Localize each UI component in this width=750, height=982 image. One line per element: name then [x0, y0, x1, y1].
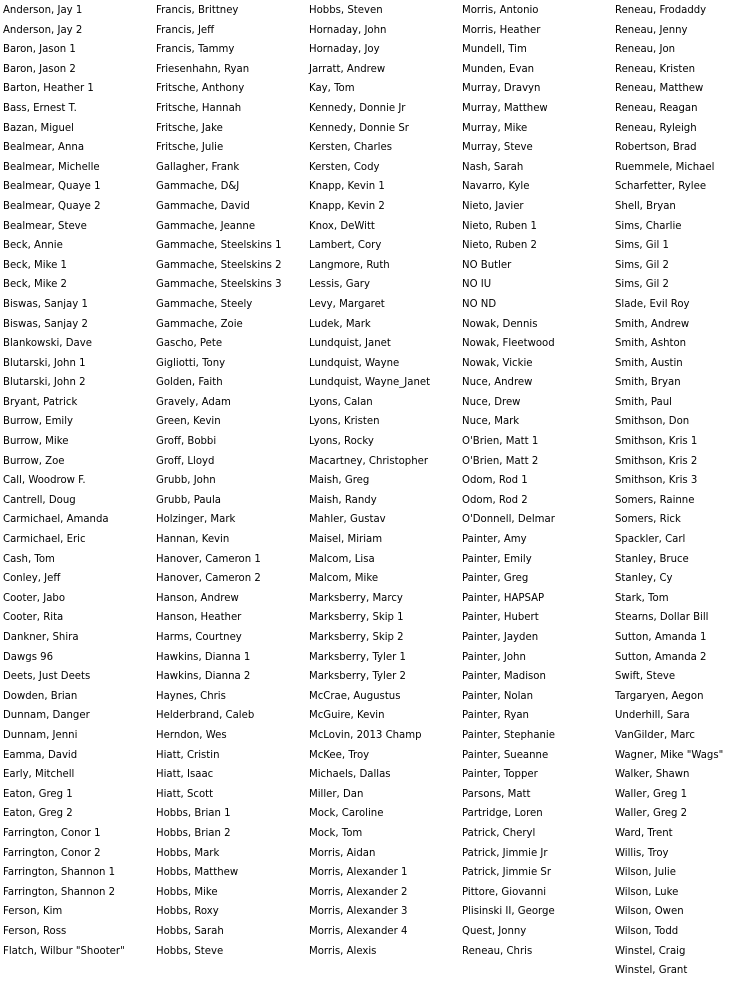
name-entry: Gammache, Jeanne — [156, 218, 256, 232]
name-entry: Fritsche, Anthony — [156, 81, 245, 95]
name-entry: Painter, Sueanne — [462, 747, 549, 761]
name-entry: Hanson, Andrew — [156, 590, 239, 604]
name-entry: Eaton, Greg 2 — [3, 806, 73, 820]
name-entry: Conley, Jeff — [3, 571, 61, 585]
name-entry: Spackler, Carl — [615, 532, 686, 546]
name-entry: O'Donnell, Delmar — [462, 512, 555, 526]
name-entry: Bealmear, Steve — [3, 218, 87, 232]
name-entry: Hobbs, Matthew — [156, 865, 239, 879]
name-entry: Gammache, Steelskins 3 — [156, 277, 282, 291]
name-entry: Wilson, Owen — [615, 904, 684, 918]
name-entry: Murray, Dravyn — [462, 81, 541, 95]
name-entry: Lyons, Calan — [309, 394, 373, 408]
name-entry: Underhill, Sara — [615, 708, 690, 722]
name-entry: Winstel, Craig — [615, 943, 686, 957]
name-entry: Painter, HAPSAP — [462, 590, 545, 604]
name-entry: Helderbrand, Caleb — [156, 708, 255, 722]
name-entry: Smithson, Kris 1 — [615, 434, 698, 448]
name-entry: Groff, Lloyd — [156, 453, 215, 467]
name-entry: Anderson, Jay 1 — [3, 3, 83, 16]
name-entry: Hiatt, Isaac — [156, 767, 214, 781]
name-entry: Morris, Alexander 2 — [309, 884, 408, 898]
name-entry: Willis, Troy — [615, 845, 669, 859]
name-entry: Baron, Jason 2 — [3, 61, 76, 75]
name-entry: Herndon, Wes — [156, 727, 227, 741]
name-entry: Partridge, Loren — [462, 806, 543, 820]
name-entry: Lundquist, Janet — [309, 336, 391, 350]
name-entry: Kennedy, Donnie Sr — [309, 120, 409, 134]
name-entry: Nowak, Fleetwood — [462, 336, 555, 350]
name-entry: Francis, Jeff — [156, 22, 215, 36]
name-entry: Smithson, Kris 3 — [615, 473, 698, 487]
name-entry: Painter, Amy — [462, 532, 527, 546]
name-entry: Hobbs, Brian 2 — [156, 825, 231, 839]
name-entry: Dunnam, Jenni — [3, 727, 78, 741]
name-entry: Morris, Aidan — [309, 845, 376, 859]
name-entry: Dawgs 96 — [3, 649, 54, 663]
name-entry: Hobbs, Steve — [156, 943, 224, 957]
name-entry: Waller, Greg 1 — [615, 786, 688, 800]
name-entry: Holzinger, Mark — [156, 512, 236, 526]
name-entry: Jarratt, Andrew — [309, 61, 386, 75]
name-entry: Knapp, Kevin 2 — [309, 198, 385, 212]
name-entry: Slade, Evil Roy — [615, 296, 690, 310]
name-entry: Nieto, Ruben 2 — [462, 238, 537, 252]
name-entry: Burrow, Mike — [3, 434, 69, 448]
name-entry: Stark, Tom — [615, 590, 669, 604]
name-entry: Wilson, Luke — [615, 884, 679, 898]
name-entry: Reneau, Frodaddy — [615, 3, 707, 16]
name-entry: Flatch, Wilbur "Shooter" — [3, 943, 125, 957]
name-entry: Early, Mitchell — [3, 767, 75, 781]
name-column-2 — [156, 0, 292, 960]
name-entry: Quest, Jonny — [462, 923, 527, 937]
name-entry: Marksberry, Tyler 2 — [309, 669, 406, 683]
name-entry: Anderson, Jay 2 — [3, 22, 83, 36]
name-entry: NO ND — [462, 296, 497, 310]
name-entry: Marksberry, Skip 1 — [309, 610, 404, 624]
name-entry: Robertson, Brad — [615, 140, 697, 154]
name-entry: Morris, Heather — [462, 22, 541, 36]
name-entry: Macartney, Christopher — [309, 453, 429, 467]
name-entry: Reneau, Chris — [462, 943, 533, 957]
name-entry: Gigliotti, Tony — [156, 355, 226, 369]
name-entry: Friesenhahn, Ryan — [156, 61, 250, 75]
name-entry: Marksberry, Skip 2 — [309, 630, 404, 643]
name-entry: Smith, Bryan — [615, 375, 681, 389]
name-entry: Morris, Alexander 4 — [309, 923, 408, 937]
name-entry: Waller, Greg 2 — [615, 806, 688, 820]
name-entry: Painter, John — [462, 649, 526, 663]
name-entry: Blutarski, John 2 — [3, 375, 86, 389]
name-entry: Wilson, Todd — [615, 923, 679, 937]
name-entry: Mock, Caroline — [309, 806, 384, 820]
name-entry: Farrington, Shannon 2 — [3, 884, 116, 898]
name-entry: Lessis, Gary — [309, 277, 370, 291]
name-column-3 — [309, 0, 441, 960]
name-entry: Painter, Hubert — [462, 610, 539, 624]
name-entry: McLovin, 2013 Champ — [309, 727, 422, 741]
name-entry: Sims, Gil 1 — [615, 238, 669, 252]
name-entry: Burrow, Emily — [3, 414, 74, 428]
name-entry: Harms, Courtney — [156, 630, 242, 643]
name-entry: Scharfetter, Rylee — [615, 179, 707, 193]
name-entry: Odom, Rod 1 — [462, 473, 528, 487]
name-entry: Patrick, Jimmie Sr — [462, 865, 552, 879]
name-entry: Beck, Mike 1 — [3, 257, 67, 271]
name-entry: Painter, Stephanie — [462, 727, 555, 741]
name-entry: Somers, Rainne — [615, 492, 695, 506]
name-entry: Hawkins, Dianna 2 — [156, 669, 251, 683]
name-entry: Bazan, Miguel — [3, 120, 74, 134]
name-column-5 — [615, 0, 733, 980]
name-entry: Bealmear, Quaye 1 — [3, 179, 101, 193]
name-entry: Dunnam, Danger — [3, 708, 90, 722]
name-entry: Baron, Jason 1 — [3, 42, 76, 56]
name-entry: Knapp, Kevin 1 — [309, 179, 385, 193]
name-entry: McGuire, Kevin — [309, 708, 385, 722]
name-entry: Eaton, Greg 1 — [3, 786, 73, 800]
name-entry: Hornaday, John — [309, 22, 387, 36]
name-entry: Painter, Topper — [462, 767, 538, 781]
name-entry: Kay, Tom — [309, 81, 355, 95]
name-entry: Barton, Heather 1 — [3, 81, 94, 95]
name-entry: Lundquist, Wayne_Janet — [309, 375, 431, 389]
name-entry: Painter, Nolan — [462, 688, 534, 702]
name-entry: Cooter, Rita — [3, 610, 64, 624]
name-entry: Fritsche, Hannah — [156, 100, 242, 114]
name-entry: Sims, Charlie — [615, 218, 682, 232]
name-entry: Stanley, Cy — [615, 571, 673, 585]
name-entry: Maish, Greg — [309, 473, 370, 487]
name-entry: Kennedy, Donnie Jr — [309, 100, 406, 114]
name-entry: Ludek, Mark — [309, 316, 371, 330]
name-entry: Ferson, Kim — [3, 904, 63, 918]
name-entry: Green, Kevin — [156, 414, 221, 428]
name-entry: Call, Woodrow F. — [3, 473, 86, 487]
name-entry: Beck, Annie — [3, 238, 63, 252]
name-entry: Bass, Ernest T. — [3, 100, 77, 114]
name-entry: Miller, Dan — [309, 786, 364, 800]
name-entry: Gallagher, Frank — [156, 159, 240, 173]
name-entry: Painter, Greg — [462, 571, 529, 585]
name-entry: Mahler, Gustav — [309, 512, 386, 526]
name-entry: Deets, Just Deets — [3, 669, 91, 683]
name-entry: Pittore, Giovanni — [462, 884, 547, 898]
name-entry: Francis, Brittney — [156, 3, 239, 16]
name-entry: Munden, Evan — [462, 61, 535, 75]
name-entry: Groff, Bobbi — [156, 434, 217, 448]
name-entry: Nieto, Javier — [462, 198, 524, 212]
name-entry: Sims, Gil 2 — [615, 257, 669, 271]
name-entry: Hobbs, Steven — [309, 3, 383, 16]
name-entry: Morris, Alexander 1 — [309, 865, 408, 879]
name-entry: Eamma, David — [3, 747, 78, 761]
name-entry: Maisel, Miriam — [309, 532, 383, 546]
name-entry: Sims, Gil 2 — [615, 277, 669, 291]
name-entry: Hawkins, Dianna 1 — [156, 649, 251, 663]
name-entry: Wagner, Mike "Wags" — [615, 747, 724, 761]
name-entry: Walker, Shawn — [615, 767, 690, 781]
name-entry: Morris, Antonio — [462, 3, 539, 16]
name-entry: Michaels, Dallas — [309, 767, 391, 781]
name-entry: Bealmear, Michelle — [3, 159, 100, 173]
name-column-1 — [3, 0, 135, 960]
name-entry: Grubb, Paula — [156, 492, 221, 506]
name-entry: Hobbs, Roxy — [156, 904, 219, 918]
name-entry: Hobbs, Brian 1 — [156, 806, 231, 820]
name-entry: Reneau, Kristen — [615, 61, 695, 75]
name-entry: Mock, Tom — [309, 825, 363, 839]
name-entry: Carmichael, Eric — [3, 532, 86, 546]
name-entry: Lyons, Kristen — [309, 414, 380, 428]
name-entry: Ruemmele, Michael — [615, 159, 715, 173]
name-entry: Farrington, Conor 1 — [3, 825, 101, 839]
name-entry: Lundquist, Wayne — [309, 355, 400, 369]
name-entry: Hanson, Heather — [156, 610, 242, 624]
name-entry: Reneau, Reagan — [615, 100, 698, 114]
name-entry: Kersten, Cody — [309, 159, 380, 173]
name-entry: Stanley, Bruce — [615, 551, 689, 565]
name-entry: Beck, Mike 2 — [3, 277, 67, 291]
name-entry: VanGilder, Marc — [615, 727, 695, 741]
name-entry: Haynes, Chris — [156, 688, 226, 702]
name-entry: O'Brien, Matt 2 — [462, 453, 539, 467]
name-entry: Fritsche, Julie — [156, 140, 224, 154]
name-column-4 — [462, 0, 563, 960]
name-entry: Targaryen, Aegon — [615, 688, 704, 702]
name-entry: Hiatt, Cristin — [156, 747, 220, 761]
name-entry: Bealmear, Anna — [3, 140, 85, 154]
name-entry: Kersten, Charles — [309, 140, 392, 154]
name-entry: Nieto, Ruben 1 — [462, 218, 537, 232]
name-entry: Bryant, Patrick — [3, 394, 78, 408]
name-entry: Smith, Ashton — [615, 336, 687, 350]
name-entry: Painter, Jayden — [462, 630, 539, 643]
name-entry: Biswas, Sanjay 2 — [3, 316, 88, 330]
name-entry: Grubb, John — [156, 473, 216, 487]
name-entry: McCrae, Augustus — [309, 688, 401, 702]
name-entry: Mundell, Tim — [462, 42, 527, 56]
name-entry: Malcom, Lisa — [309, 551, 375, 565]
name-entry: Dowden, Brian — [3, 688, 78, 702]
name-entry: Swift, Steve — [615, 669, 676, 683]
name-entry: Hobbs, Sarah — [156, 923, 224, 937]
name-entry: Smith, Paul — [615, 394, 672, 408]
name-entry: Smith, Andrew — [615, 316, 690, 330]
name-entry: Blutarski, John 1 — [3, 355, 86, 369]
name-entry: Reneau, Jon — [615, 42, 676, 56]
name-entry: Morris, Alexander 3 — [309, 904, 408, 918]
name-entry: Painter, Madison — [462, 669, 546, 683]
name-entry: Shell, Bryan — [615, 198, 676, 212]
name-entry: Stearns, Dollar Bill — [615, 610, 709, 624]
name-entry: Malcom, Mike — [309, 571, 379, 585]
name-entry: Lambert, Cory — [309, 238, 382, 252]
name-entry: Hanover, Cameron 2 — [156, 571, 261, 585]
name-entry: Gammache, Steely — [156, 296, 253, 310]
name-entry: Nowak, Vickie — [462, 355, 533, 369]
name-entry: Bealmear, Quaye 2 — [3, 198, 101, 212]
name-entry: Marksberry, Marcy — [309, 590, 403, 604]
name-entry: Farrington, Shannon 1 — [3, 865, 116, 879]
name-entry: Murray, Matthew — [462, 100, 548, 114]
name-entry: Smithson, Kris 2 — [615, 453, 698, 467]
name-entry: Parsons, Matt — [462, 786, 531, 800]
name-entry: Hornaday, Joy — [309, 42, 380, 56]
name-entry: Gascho, Pete — [156, 336, 223, 350]
name-entry: Hiatt, Scott — [156, 786, 214, 800]
name-entry: Reneau, Ryleigh — [615, 120, 697, 134]
name-entry: Francis, Tammy — [156, 42, 235, 56]
name-entry: Plisinski II, George — [462, 904, 555, 918]
name-entry: Murray, Mike — [462, 120, 528, 134]
name-entry: Odom, Rod 2 — [462, 492, 528, 506]
name-entry: Gammache, Steelskins 1 — [156, 238, 282, 252]
name-entry: Gammache, David — [156, 198, 250, 212]
name-entry: Smithson, Don — [615, 414, 690, 428]
name-entry: Smith, Austin — [615, 355, 683, 369]
name-entry: Nuce, Mark — [462, 414, 520, 428]
name-entry: Hannan, Kevin — [156, 532, 230, 546]
name-entry: Cash, Tom — [3, 551, 55, 565]
name-entry: Knox, DeWitt — [309, 218, 375, 232]
name-entry: Burrow, Zoe — [3, 453, 65, 467]
name-entry: Sutton, Amanda 2 — [615, 649, 707, 663]
name-entry: McKee, Troy — [309, 747, 370, 761]
name-entry: O'Brien, Matt 1 — [462, 434, 539, 448]
name-entry: Nash, Sarah — [462, 159, 524, 173]
name-entry: Patrick, Jimmie Jr — [462, 845, 548, 859]
name-entry: Painter, Emily — [462, 551, 532, 565]
name-entry: Patrick, Cheryl — [462, 825, 536, 839]
name-entry: Morris, Alexis — [309, 943, 377, 957]
name-entry: Blankowski, Dave — [3, 336, 92, 350]
name-entry: Langmore, Ruth — [309, 257, 390, 271]
name-entry: Maish, Randy — [309, 492, 377, 506]
name-entry: NO Butler — [462, 257, 512, 271]
name-entry: NO IU — [462, 277, 492, 291]
name-entry: Carmichael, Amanda — [3, 512, 109, 526]
name-entry: Sutton, Amanda 1 — [615, 630, 707, 643]
name-entry: Navarro, Kyle — [462, 179, 530, 193]
name-entry: Nowak, Dennis — [462, 316, 538, 330]
name-entry: Painter, Ryan — [462, 708, 529, 722]
name-entry: Levy, Margaret — [309, 296, 385, 310]
name-entry: Farrington, Conor 2 — [3, 845, 101, 859]
name-entry: Biswas, Sanjay 1 — [3, 296, 88, 310]
name-entry: Cantrell, Doug — [3, 492, 76, 506]
name-entry: Murray, Steve — [462, 140, 533, 154]
name-entry: Lyons, Rocky — [309, 434, 374, 448]
name-entry: Golden, Faith — [156, 375, 223, 389]
name-entry: Hobbs, Mark — [156, 845, 220, 859]
name-entry: Wilson, Julie — [615, 865, 676, 879]
name-entry: Ward, Trent — [615, 825, 673, 839]
name-entry: Somers, Rick — [615, 512, 681, 526]
name-entry: Nuce, Andrew — [462, 375, 533, 389]
name-entry: Gammache, D&J — [156, 179, 240, 193]
name-entry: Cooter, Jabo — [3, 590, 66, 604]
name-entry: Gravely, Adam — [156, 394, 231, 408]
name-entry: Marksberry, Tyler 1 — [309, 649, 406, 663]
name-entry: Winstel, Grant — [615, 963, 688, 977]
name-entry: Reneau, Jenny — [615, 22, 688, 36]
name-entry: Nuce, Drew — [462, 394, 521, 408]
name-entry: Dankner, Shira — [3, 630, 79, 643]
name-entry: Reneau, Matthew — [615, 81, 704, 95]
name-entry: Gammache, Steelskins 2 — [156, 257, 282, 271]
name-entry: Fritsche, Jake — [156, 120, 223, 134]
name-entry: Gammache, Zoie — [156, 316, 243, 330]
name-entry: Ferson, Ross — [3, 923, 67, 937]
name-entry: Hanover, Cameron 1 — [156, 551, 261, 565]
name-entry: Hobbs, Mike — [156, 884, 218, 898]
